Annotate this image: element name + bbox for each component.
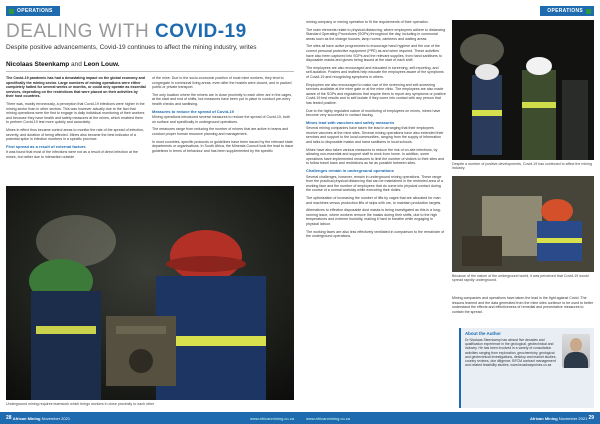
miners-illustration xyxy=(6,186,294,400)
left-footer xyxy=(0,412,300,424)
subtitle-text: Despite positive advancements, Covid-19 continues to affect the mining industry, writes xyxy=(6,44,257,51)
photo-top-caption: Despite a number of positive developments, Covid-19 has continued to affect the mining industry. xyxy=(452,162,592,171)
paragraph: mining company or mining operation to fit the requirements of their operation. xyxy=(306,20,429,24)
lead-paragraph: The Covid-19 pandemic has had a devastating impact on the global economy and specifically the mining sector. Large numbers of mining operations were either completely halted for several weeks or months, or could only operate as essential services, depending on the restrictions that were placed on their activities by their host countries. xyxy=(6,76,146,99)
section-heading: Measures to reduce the spread of Covid-19 xyxy=(152,108,234,114)
author-box-heading: About the Author xyxy=(465,331,501,336)
photo-caption: Underground mining requires teamwork which brings workers in close proximity to each other xyxy=(6,402,155,406)
byline xyxy=(6,61,120,68)
magazine-name: African Mining xyxy=(12,415,41,421)
paragraph: The sites all have active programmes to encourage hand hygiene and the use of the correct personal protective equipment (PPE) as and when required. These activities have also been captured into SOPs and the relevant supplies, from hand sanitisers to disposable masks and gloves being issued at the start of each shift. xyxy=(306,44,442,63)
section-label-text: OPERATIONS xyxy=(547,8,583,14)
section-heading: Mines lead with vaccines and safety measures xyxy=(306,119,395,125)
paragraph: Mines in effect thus became control areas to monitor the rate of the spread of infection, severity, and duration of being affected. Mines also became the best indicator of a potential spike in infection numbers in a specific province. xyxy=(6,127,144,142)
author-photo xyxy=(562,334,590,368)
photo-mid-caption: Because of the nature of the underground world, it was perceived that Covid-19 would spread rapidly underground. xyxy=(452,274,589,283)
section-label-text: OPERATIONS xyxy=(17,8,53,14)
page-number: 28 xyxy=(6,415,12,421)
miners-top-illustration xyxy=(452,20,594,160)
paragraph: Employees are also encouraged to make use of the screening and self-screening services available at the mine gate or at the mine clinic. The employees are also made aware of the SOPs and regulations that require them to report any symptoms or positive Covid-19 test results and to self-isolate if they come into contact with any person that has tested positive. xyxy=(306,82,446,105)
issue-date: November 2021 xyxy=(558,415,588,421)
title-divider xyxy=(6,71,294,72)
paragraph: The only location where the miners are in close proximity to each other are in the cages, at the start and end of shifts, but measures have been put in place to conduct pre-entry health checks and sanitising. xyxy=(152,92,293,106)
paragraph: The working faces are also less effectively ventilated in comparison to the remainder of the underground operations. xyxy=(306,229,445,239)
paragraph: Mines have also taken various measures to reduce the risk of on-site infections, by allowing non-essential and support staff to work from home. In addition, some operations have implemented measures to limit the number of visitors to their sites and to follow travel bans and restrictions as far as possible between sites. xyxy=(306,147,445,166)
author-head xyxy=(570,338,582,352)
paragraph: Due to the highly regulated nature of monitoring of employees on mines, mines have become very successful in contact tracing. xyxy=(306,108,441,118)
miners-photo-mid xyxy=(452,176,594,272)
paragraph: Several mining companies have taken the lead in arranging that their employees receive vaccines at the mine sites. Several mining operations have also extended their services and support to the local communities, ranging from the supply of information and talks to disposable masks and hand sanitisers to local schools. xyxy=(306,126,444,145)
and-word: and xyxy=(71,61,82,68)
paragraph: Alternatives to effective disposable dust masks is being investigated as this is a long-running issue, where workers remove the masks during their shifts, due to the high temperatures and extreme humidity, making it hard to breathe while engaging in physical labour. xyxy=(306,208,441,226)
author-box-text: Dr Nicolaas Steenkamp has almost five decades and qualification experience in the geological, geotechnical and industry. He has been involved in a variety of consultation activities ranging from exploration, geochemistry, geological and geotechnical investigations, desktop and market studies, country reviews, due diligence, BFCM contract management and related feasibility studies. www.broadwaymines.co.za xyxy=(465,338,557,368)
paragraph: The measures range from reducing the number of miners that are active in teams and conduct proper human resource planning and management. xyxy=(152,127,289,136)
paragraph: The main elements relate to physical distancing, where employees adhere to distancing Standard Operating Procedures (SOPs) throughout the day, including in communal areas such as the change houses, lamp rooms, canteens and waiting areas. xyxy=(306,27,446,41)
right-column-2 xyxy=(452,296,594,326)
section-label xyxy=(6,6,60,16)
website-link[interactable]: www.africanmining.co.za xyxy=(249,415,294,421)
paragraph: Several challenges, however, remain in underground mining operations. These range from the practical physical distancing that can be maintained in the restricted area of a working face and the number of employees that do come into physical contact during the course of a normal workday while executing their duties. xyxy=(306,174,443,193)
author-2: Leon Louw. xyxy=(83,61,120,68)
left-column-1 xyxy=(6,76,146,182)
author-box xyxy=(459,328,594,408)
miners-photo xyxy=(6,186,294,400)
paragraph: of the mine. Due to the socio-economic position of most mine workers, they tend to congregate in communal living areas, even after the hostels were closed, and in packed public or private transport. xyxy=(152,76,292,90)
miners-photo-top xyxy=(452,20,594,160)
author-1: Nicolaas Steenkamp xyxy=(6,61,70,68)
paragraph: In most countries, specific protocols or guidelines have been issued by the relevant state departments or organisations. In South Africa, the Minerals Council took the lead to issue guidelines in terms of behaviour and has been supplemented by the specific xyxy=(152,139,294,153)
paragraph: Mining operations introduced several measures to reduce the spread of Covid-19, both on surface and specifically in underground operations. xyxy=(152,115,290,124)
paragraph: It was found that most of the infections were not as a result of direct infection at the mines, but rather due to interaction outside xyxy=(6,150,138,159)
page-number: 29 xyxy=(588,415,594,421)
title-part-2: COVID-19 xyxy=(155,21,247,42)
paragraph: Mining companies and operations have taken the lead in the fight against Covid. The lessons learned and the data generated from the mine sites continue to be used to better understand the effects and effectiveness of remedial and preventative measures to contain the spread. xyxy=(452,296,594,314)
section-heading: Challenges remain in underground operations xyxy=(306,168,394,174)
right-footer xyxy=(300,412,600,424)
issue-date: November 2021 xyxy=(41,415,71,421)
right-column-1 xyxy=(306,20,446,400)
magazine-name: African Mining xyxy=(529,415,558,421)
website-link[interactable]: www.africanmining.co.za xyxy=(306,415,351,421)
author-shoulders xyxy=(564,352,588,368)
paragraph: The employees are also encouraged and educated in screening, self-reporting, and self-isolation. Posters and leaflets help educate the employees aware of the symptoms of Covid-19 and recognising symptoms in others. xyxy=(306,65,444,79)
section-heading: First spread as a result of external factors xyxy=(6,143,86,149)
paragraph: There was, mostly erroneously, a perception that Covid-19 infections were higher in the mining sector than in other sectors. This was however actually due to the fact that mining operations were the first to engage in daily individual monitoring of their workers and because they have health and safety measures at the mines, which enabled them to perform Covid-19 test more quickly and accurately. xyxy=(6,101,145,125)
article-title xyxy=(6,22,247,42)
paragraph: The optimisation of increasing the number of lifts by cages that are allocated for man and machines versus production lifts of skips with ore, to maintain production targets. xyxy=(306,196,442,205)
miners-mid-illustration xyxy=(452,176,594,272)
section-label xyxy=(540,6,594,16)
left-column-2 xyxy=(152,76,294,182)
section-marker-icon xyxy=(586,9,591,14)
section-marker-icon xyxy=(9,9,14,14)
title-part-1: DEALING WITH xyxy=(6,21,150,42)
article-subtitle xyxy=(6,44,294,52)
